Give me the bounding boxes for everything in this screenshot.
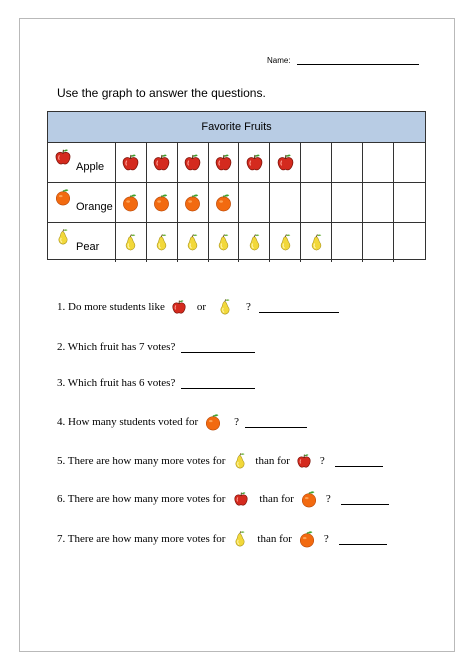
question-2 <box>57 341 255 353</box>
graph-title: Favorite Fruits <box>48 112 425 143</box>
name-label: Name: <box>267 56 291 65</box>
graph-cell <box>270 183 301 222</box>
question-5 <box>57 452 383 470</box>
graph-cell <box>147 143 178 182</box>
question-6-suffix: ? <box>325 493 331 505</box>
apple-icon <box>121 153 140 172</box>
graph-cell <box>363 143 394 182</box>
graph-cell <box>301 183 332 222</box>
graph-cell <box>116 183 147 222</box>
orange-icon <box>214 193 233 212</box>
question-7-middle: than for <box>257 533 292 545</box>
graph-cell <box>394 183 425 222</box>
question-6-prefix: 6. There are how many more votes for <box>57 493 226 505</box>
question-3-text: 3. Which fruit has 6 votes? <box>57 377 176 389</box>
apple-icon <box>276 153 295 172</box>
graph-row-pear <box>48 223 425 262</box>
question-1-prefix: 1. Do more students like <box>57 301 165 313</box>
pear-icon <box>216 298 234 316</box>
row-label <box>48 143 116 182</box>
orange-icon <box>183 193 202 212</box>
question-7 <box>57 530 387 548</box>
pear-icon <box>245 233 264 252</box>
apple-icon <box>171 299 187 315</box>
graph-cell <box>209 143 240 182</box>
graph-cell <box>394 143 425 182</box>
pear-icon <box>276 233 295 252</box>
graph-cell <box>270 223 301 262</box>
apple-icon <box>296 453 312 469</box>
graph-cell <box>178 143 209 182</box>
graph-cell <box>239 143 270 182</box>
question-6-middle: than for <box>259 493 294 505</box>
graph-cell <box>116 223 147 262</box>
graph-cell <box>147 183 178 222</box>
answer-blank-4[interactable] <box>245 417 307 428</box>
graph-cell <box>178 223 209 262</box>
question-4 <box>57 413 307 431</box>
graph-cell <box>301 223 332 262</box>
graph-cell <box>363 223 394 262</box>
graph-cell <box>239 183 270 222</box>
apple-icon <box>245 153 264 172</box>
question-4-prefix: 4. How many students voted for <box>57 416 199 428</box>
graph-cell <box>301 143 332 182</box>
graph-cell <box>394 223 425 262</box>
row-label-text: Pear <box>76 241 100 253</box>
apple-icon <box>233 491 249 507</box>
orange-icon <box>298 530 316 548</box>
pear-icon <box>54 228 72 246</box>
graph-row-orange <box>48 183 425 223</box>
apple-icon <box>214 153 233 172</box>
answer-blank-7[interactable] <box>339 534 387 545</box>
orange-icon <box>54 188 72 206</box>
name-input-line[interactable] <box>297 56 419 65</box>
question-5-prefix: 5. There are how many more votes for <box>57 455 226 467</box>
pear-icon <box>231 530 249 548</box>
graph-cell <box>178 183 209 222</box>
pear-icon <box>231 452 249 470</box>
pear-icon <box>152 233 171 252</box>
orange-icon <box>204 413 222 431</box>
instructions: Use the graph to answer the questions. <box>57 86 266 100</box>
graph-cell <box>332 183 363 222</box>
graph-cell <box>363 183 394 222</box>
orange-icon <box>121 193 140 212</box>
row-label-text: Apple <box>76 161 105 173</box>
graph-row-apple <box>48 143 425 183</box>
pear-icon <box>121 233 140 252</box>
graph-cell <box>147 223 178 262</box>
orange-icon <box>300 490 318 508</box>
pear-icon <box>307 233 326 252</box>
question-1-suffix: ? <box>246 301 251 313</box>
name-row <box>267 56 419 65</box>
pear-icon <box>214 233 233 252</box>
question-4-suffix: ? <box>234 416 240 428</box>
row-label <box>48 223 116 262</box>
question-3 <box>57 377 255 389</box>
apple-icon <box>54 148 72 166</box>
orange-icon <box>152 193 171 212</box>
question-1 <box>57 298 339 316</box>
graph-cell <box>239 223 270 262</box>
question-7-prefix: 7. There are how many more votes for <box>57 533 226 545</box>
row-label-text: Orange <box>76 201 113 213</box>
graph-cell <box>270 143 301 182</box>
answer-blank-3[interactable] <box>181 378 255 389</box>
graph-cell <box>209 223 240 262</box>
question-5-suffix: ? <box>319 455 325 467</box>
apple-icon <box>152 153 171 172</box>
question-1-middle: or <box>196 301 207 313</box>
graph-cell <box>209 183 240 222</box>
apple-icon <box>183 153 202 172</box>
answer-blank-2[interactable] <box>181 342 255 353</box>
graph-cell <box>332 143 363 182</box>
answer-blank-1[interactable] <box>259 302 339 313</box>
question-7-suffix: ? <box>323 533 329 545</box>
answer-blank-6[interactable] <box>341 494 389 505</box>
question-5-middle: than for <box>255 455 290 467</box>
pear-icon <box>183 233 202 252</box>
pictograph <box>47 111 426 260</box>
graph-cell <box>116 143 147 182</box>
question-6 <box>57 490 389 508</box>
graph-cell <box>332 223 363 262</box>
row-label <box>48 183 116 222</box>
answer-blank-5[interactable] <box>335 456 383 467</box>
question-2-text: 2. Which fruit has 7 votes? <box>57 341 176 353</box>
